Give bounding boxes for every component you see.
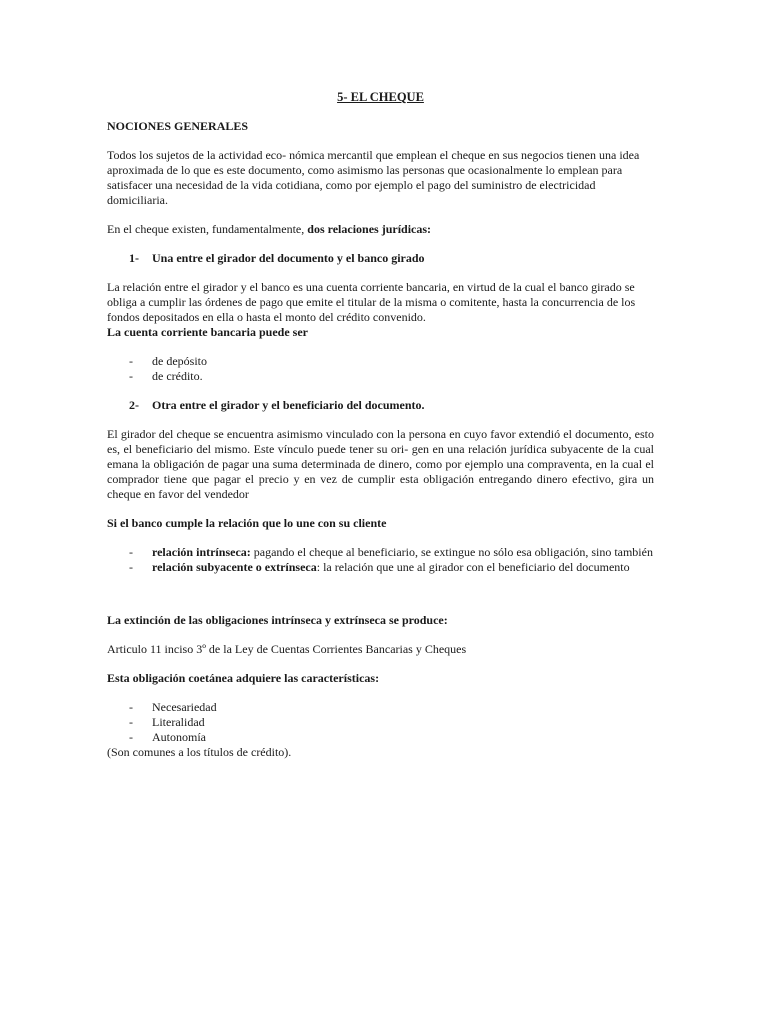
relaciones-prefix: En el cheque existen, fundamentalmente, [107,222,308,236]
section-heading-nociones: NOCIONES GENERALES [107,119,249,133]
relation-1-heading [129,251,654,266]
list-item: - de crédito. [129,369,203,383]
characteristics-note: (Son comunes a los títulos de crédito). [107,745,292,759]
paragraph-articulo: Articulo 11 inciso 3º de la Ley de Cuentas Corrientes Bancarias y Cheques [107,642,467,656]
list-item: - Autonomía [129,730,206,744]
document-title: 5- EL CHEQUE [337,90,424,104]
relation-1-label: Una entre el girador del documento y el banco girado [152,251,425,265]
cuenta-types-list [107,354,654,384]
subheading-caracteristicas: Esta obligación coetánea adquiere las características: [107,671,380,685]
relaciones-bold: dos relaciones jurídicas: [307,222,432,236]
relation-2-number: 2- [129,398,139,412]
list-item: - de depósito [129,354,207,368]
document-page [107,90,654,760]
list-item: - Literalidad [129,715,205,729]
relation-1-number: 1- [129,251,139,265]
subheading-extincion: La extinción de las obligaciones intrínseca y extrínseca se produce: [107,613,448,627]
relation-2-label: Otra entre el girador y el beneficiario del documento. [152,398,425,412]
list-item: - Necesariedad [129,700,217,714]
paragraph-relaciones [107,222,654,237]
characteristics-list [107,700,654,745]
relation-2-heading [129,398,654,413]
paragraph-relation-1: La relación entre el girador y el banco es una cuenta corriente bancaria, en virtud de la cual el banco girado se obliga a cumplir las órdenes de pago que emite el titular de la misma o comitente, hasta la concurrencia de los fondos depositados en ella o hasta el monto del crédito convenido. [107,280,636,324]
bank-relations-list [107,545,654,575]
subheading-cuenta-corriente: La cuenta corriente bancaria puede ser [107,325,308,339]
subheading-banco-cumple: Si el banco cumple la relación que lo une con su cliente [107,516,387,530]
list-item: - relación subyacente o extrínseca: la relación que une al girador con el beneficiario del documento [129,560,630,574]
paragraph-intro: Todos los sujetos de la actividad eco- nómica mercantil que emplean el cheque en sus negocios tienen una idea aproximada de lo que es este documento, como asimismo las personas que ocasionalmente lo emplean para satisfacer una necesidad de la vida cotidiana, como por ejemplo el pago del suministro de electricidad domiciliaria. [107,148,640,207]
list-item: - relación intrínseca: pagando el cheque al beneficiario, se extingue no sólo esa obligación, sino también [129,545,653,559]
paragraph-relation-2: El girador del cheque se encuentra asimismo vinculado con la persona en cuyo favor extendió el documento, esto es, el beneficiario del mismo. Este vínculo puede tener su ori- gen en una relación jurídica subyacente de la cual emana la obligación de pagar una suma determinada de dinero, como por ejemplo una compraventa, en la cual el comprador tiene que pagar el precio y en vez de cumplir esta obligación entregando dinero efectivo, gira un cheque en favor del vendedor [107,427,654,501]
